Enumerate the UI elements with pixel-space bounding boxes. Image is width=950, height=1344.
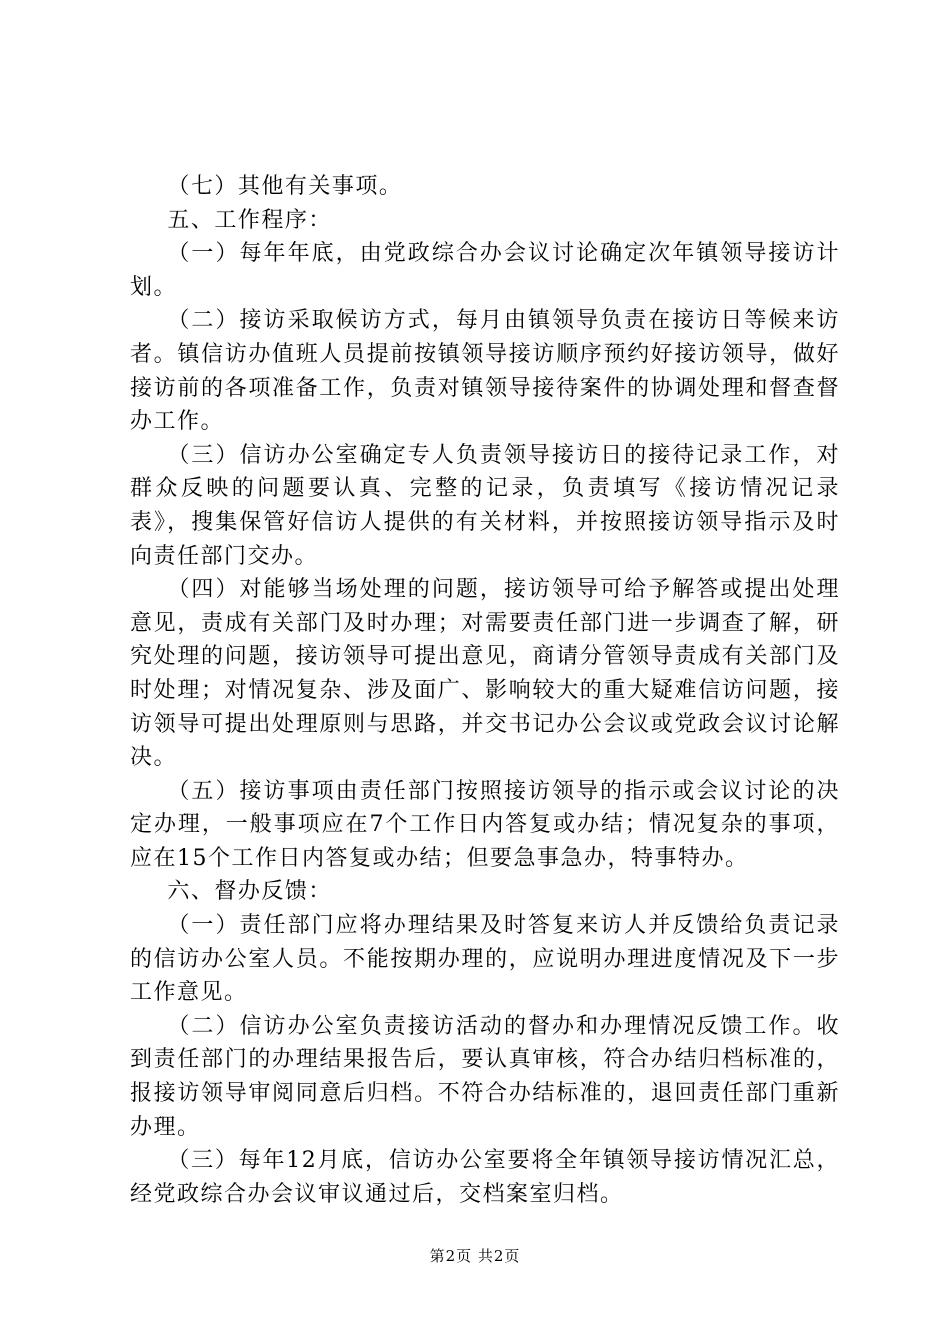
supervision-item-2: （二）信访办公室负责接访活动的督办和办理情况反馈工作。收到责任部门的办理结果报告后，要认真审核，符合办结归档标准的，报接访领导审阅同意后归档。不符合办结标准的，退回责任部门重新办理。 xyxy=(130,1013,840,1140)
procedure-item-4: （四）对能够当场处理的问题，接访领导可给予解答或提出处理意见，责成有关部门及时办理；对需要责任部门进一步调查了解，研究处理的问题，接访领导可提出意见，商请分管领导责成有关部门及时处理；对情况复杂、涉及面广、影响较大的重大疑难信访问题，接访领导可提出处理原则与思路，并交书记办公会议或党政会议讨论解决。 xyxy=(130,577,840,771)
procedure-item-2: （二）接访采取候访方式，每月由镇领导负责在接访日等候来访者。镇信访办值班人员提前按镇领导接访顺序预约好接访领导，做好接访前的各项准备工作，负责对镇领导接待案件的协调处理和督查督办工作。 xyxy=(130,308,840,435)
document-body xyxy=(130,170,840,1211)
supervision-item-1: （一）责任部门应将办理结果及时答复来访人并反馈给负责记录的信访办公室人员。不能按期办理的，应说明办理进度情况及下一步工作意见。 xyxy=(130,913,840,1006)
procedure-item-3: （三）信访办公室确定专人负责领导接访日的接待记录工作，对群众反映的问题要认真、完整的记录，负责填写《接访情况记录表》，搜集保管好信访人提供的有关材料，并按照接访领导指示及时向责任部门交办。 xyxy=(130,442,840,569)
section-heading-supervision: 六、督办反馈： xyxy=(167,879,332,905)
section-heading-procedure: 五、工作程序： xyxy=(167,207,332,233)
procedure-item-1: （一）每年年底，由党政综合办会议讨论确定次年镇领导接访计划。 xyxy=(130,241,840,300)
page-number-footer: 第2页 共2页 xyxy=(429,1247,521,1265)
supervision-item-3: （三）每年12月底，信访办公室要将全年镇领导接访情况汇总，经党政综合办会议审议通过后，交档案室归档。 xyxy=(130,1148,840,1207)
procedure-item-5: （五）接访事项由责任部门按照接访领导的指示或会议讨论的决定办理，一般事项应在7个工作日内答复或办结；情况复杂的事项，应在15个工作日内答复或办结；但要急事急办，特事特办。 xyxy=(130,778,840,871)
paragraph-item-7: （七）其他有关事项。 xyxy=(167,174,403,199)
